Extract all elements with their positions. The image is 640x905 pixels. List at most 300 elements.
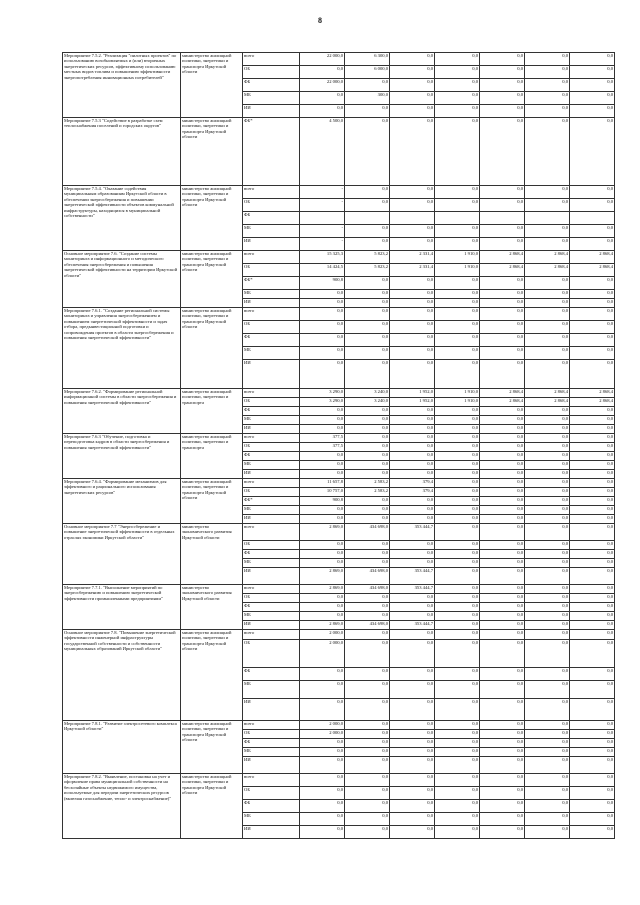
- amount-cell: 0,0: [525, 334, 570, 347]
- executor: министерство жилищной политики, энергетики и транспорта Иркутской области: [181, 721, 243, 774]
- amount-cell: 0,0: [570, 470, 615, 479]
- amount-cell: 0,0: [345, 308, 390, 321]
- amount-cell: 0,0: [345, 497, 390, 506]
- amount-cell: 0,0: [345, 299, 390, 308]
- amount-cell: 0,0: [300, 550, 345, 559]
- amount-cell: 0,0: [345, 360, 390, 389]
- funding-source: ФБ: [243, 212, 300, 225]
- amount-cell: 0,0: [525, 730, 570, 739]
- amount-cell: 0,0: [345, 813, 390, 826]
- amount-cell: 0,0: [390, 443, 435, 452]
- amount-cell: 0,0: [570, 640, 615, 668]
- amount-cell: 0,0: [345, 118, 390, 186]
- amount-cell: 0,0: [345, 681, 390, 699]
- amount-cell: 0,0: [570, 416, 615, 425]
- amount-cell: 0,0: [390, 730, 435, 739]
- amount-cell: 0,0: [300, 681, 345, 699]
- amount-cell: 0,0: [390, 757, 435, 774]
- amount-cell: 0,0: [390, 550, 435, 559]
- amount-cell: 0,0: [435, 434, 480, 443]
- amount-cell: 0,0: [435, 730, 480, 739]
- measure-name: Мероприятие 7.8.1. "Развитие электросетевого комплекса Иркутской области": [63, 721, 181, 774]
- amount-cell: 0,0: [300, 360, 345, 389]
- amount-cell: 434 698,0: [345, 585, 390, 594]
- funding-source: всего: [243, 251, 300, 264]
- amount-cell: 0,0: [300, 452, 345, 461]
- amount-cell: 0,0: [390, 594, 435, 603]
- amount-cell: 0,0: [480, 225, 525, 238]
- amount-cell: 0,0: [480, 568, 525, 585]
- amount-cell: 0,0: [390, 308, 435, 321]
- funding-source: ФБ: [243, 668, 300, 681]
- amount-cell: 0,0: [570, 452, 615, 461]
- funding-source: ИИ: [243, 360, 300, 389]
- amount-cell: 0,0: [525, 612, 570, 621]
- amount-cell: 0,0: [570, 225, 615, 238]
- funding-source: всего: [243, 308, 300, 321]
- amount-cell: 0,0: [435, 497, 480, 506]
- funding-source: ОБ: [243, 264, 300, 277]
- amount-cell: 0,0: [435, 585, 480, 594]
- amount-cell: 0,0: [435, 308, 480, 321]
- funding-source: МБ: [243, 290, 300, 299]
- amount-cell: 0,0: [345, 434, 390, 443]
- executor: министерство жилищной политики, энергетики и транспорта Иркутской области: [181, 118, 243, 186]
- amount-cell: 0,0: [435, 668, 480, 681]
- measure-name: Основное мероприятие 7.7 "Энергосбережение и повышение энергетической эффективности в отдельных отраслях экономики Иркутской области": [63, 524, 181, 585]
- amount-cell: 379,4: [390, 479, 435, 488]
- amount-cell: 0,0: [300, 461, 345, 470]
- amount-cell: 0,0: [300, 308, 345, 321]
- amount-cell: 2 331,4: [390, 251, 435, 264]
- amount-cell: 0,0: [525, 506, 570, 515]
- amount-cell: 2 868,4: [525, 251, 570, 264]
- amount-cell: 2 868,4: [525, 389, 570, 398]
- amount-cell: 0,0: [570, 425, 615, 434]
- executor: министерство жилищной политики, энергетики и транспорта Иркутской области: [181, 308, 243, 389]
- amount-cell: 0,0: [525, 524, 570, 541]
- amount-cell: 0,0: [390, 425, 435, 434]
- amount-cell: 1 910,0: [435, 398, 480, 407]
- amount-cell: -: [300, 225, 345, 238]
- executor: министерство жилищной политики, энергетики и транспорта Иркутской области: [181, 251, 243, 308]
- amount-cell: 0,0: [525, 434, 570, 443]
- amount-cell: 0,0: [300, 774, 345, 787]
- amount-cell: 0,0: [435, 541, 480, 550]
- amount-cell: 0,0: [525, 479, 570, 488]
- amount-cell: 0,0: [525, 748, 570, 757]
- amount-cell: 0,0: [480, 603, 525, 612]
- amount-cell: 0,0: [345, 826, 390, 839]
- table-row: [63, 118, 615, 186]
- amount-cell: 0,0: [525, 721, 570, 730]
- amount-cell: 0,0: [345, 594, 390, 603]
- amount-cell: 0,0: [300, 407, 345, 416]
- funding-source: ИИ: [243, 515, 300, 524]
- amount-cell: 0,0: [525, 515, 570, 524]
- amount-cell: 0,0: [345, 199, 390, 212]
- amount-cell: [525, 212, 570, 225]
- amount-cell: 0,0: [525, 559, 570, 568]
- amount-cell: 0,0: [570, 826, 615, 839]
- amount-cell: 0,0: [480, 612, 525, 621]
- amount-cell: 0,0: [435, 105, 480, 118]
- amount-cell: 0,0: [345, 721, 390, 730]
- amount-cell: 0,0: [525, 79, 570, 92]
- amount-cell: 0,0: [525, 699, 570, 721]
- amount-cell: 900,8: [300, 497, 345, 506]
- amount-cell: [300, 212, 345, 225]
- amount-cell: 0,0: [345, 425, 390, 434]
- funding-source: ФБ: [243, 800, 300, 813]
- amount-cell: 0,0: [570, 497, 615, 506]
- amount-cell: 0,0: [570, 347, 615, 360]
- amount-cell: 0,0: [525, 105, 570, 118]
- amount-cell: 434 698,0: [345, 621, 390, 630]
- amount-cell: 0,0: [345, 748, 390, 757]
- amount-cell: 0,0: [570, 461, 615, 470]
- amount-cell: 1 910,0: [435, 251, 480, 264]
- amount-cell: 0,0: [480, 515, 525, 524]
- amount-cell: 0,0: [300, 559, 345, 568]
- amount-cell: 434 698,0: [345, 524, 390, 541]
- table-row: [63, 308, 615, 321]
- amount-cell: 0,0: [435, 479, 480, 488]
- amount-cell: 2 583,2: [345, 488, 390, 497]
- funding-source: ФБ*: [243, 277, 300, 290]
- amount-cell: 0,0: [570, 813, 615, 826]
- amount-cell: 0,0: [435, 186, 480, 199]
- executor: министерство жилищной политики, энергетики и транспорта: [181, 389, 243, 434]
- amount-cell: 0,0: [570, 515, 615, 524]
- table-row: [63, 630, 615, 640]
- amount-cell: 0,0: [435, 826, 480, 839]
- amount-cell: 0,0: [480, 541, 525, 550]
- amount-cell: 0,0: [525, 118, 570, 186]
- amount-cell: 353 444,7: [390, 524, 435, 541]
- funding-source: ОБ: [243, 321, 300, 334]
- amount-cell: 0,0: [435, 470, 480, 479]
- amount-cell: 1 910,0: [435, 389, 480, 398]
- amount-cell: 0,0: [525, 452, 570, 461]
- amount-cell: 2 868,4: [570, 398, 615, 407]
- funding-source: всего: [243, 186, 300, 199]
- amount-cell: 0,0: [480, 434, 525, 443]
- amount-cell: 0,0: [435, 559, 480, 568]
- amount-cell: 0,0: [525, 550, 570, 559]
- executor: министерство жилищной политики, энергетики и транспорта Иркутской области: [181, 479, 243, 524]
- amount-cell: 0,0: [435, 800, 480, 813]
- amount-cell: 377,5: [300, 443, 345, 452]
- amount-cell: 0,0: [345, 290, 390, 299]
- funding-source: МБ: [243, 506, 300, 515]
- funding-source: ОБ: [243, 640, 300, 668]
- amount-cell: 0,0: [435, 594, 480, 603]
- amount-cell: 377,5: [300, 434, 345, 443]
- amount-cell: 0,0: [435, 299, 480, 308]
- amount-cell: 0,0: [390, 668, 435, 681]
- funding-source: ИИ: [243, 238, 300, 251]
- amount-cell: 0,0: [435, 813, 480, 826]
- amount-cell: 0,0: [345, 699, 390, 721]
- amount-cell: 0,0: [570, 721, 615, 730]
- amount-cell: 0,0: [570, 594, 615, 603]
- funding-source: ИИ: [243, 757, 300, 774]
- amount-cell: 0,0: [480, 550, 525, 559]
- amount-cell: 0,0: [480, 79, 525, 92]
- amount-cell: 0,0: [525, 92, 570, 105]
- amount-cell: 0,0: [390, 347, 435, 360]
- amount-cell: 0,0: [525, 416, 570, 425]
- amount-cell: 0,0: [480, 321, 525, 334]
- amount-cell: 379,4: [390, 488, 435, 497]
- amount-cell: 0,0: [480, 559, 525, 568]
- amount-cell: 0,0: [525, 488, 570, 497]
- amount-cell: 0,0: [435, 787, 480, 800]
- amount-cell: 0,0: [480, 730, 525, 739]
- amount-cell: 0,0: [480, 461, 525, 470]
- funding-source: ИИ: [243, 470, 300, 479]
- amount-cell: 22 000,0: [300, 79, 345, 92]
- measure-name: Мероприятие 7.5.3 "Содействие в разработке схем теплоснабжения поселений и городских округов": [63, 118, 181, 186]
- funding-source: ОБ: [243, 730, 300, 739]
- amount-cell: 0,0: [300, 757, 345, 774]
- amount-cell: 0,0: [390, 118, 435, 186]
- amount-cell: 0,0: [570, 479, 615, 488]
- amount-cell: 3 290,0: [300, 389, 345, 398]
- amount-cell: 0,0: [525, 621, 570, 630]
- amount-cell: 0,0: [480, 92, 525, 105]
- amount-cell: 0,0: [480, 787, 525, 800]
- amount-cell: 2 869,0: [300, 524, 345, 541]
- amount-cell: 0,0: [525, 594, 570, 603]
- amount-cell: 0,0: [525, 321, 570, 334]
- amount-cell: 0,0: [480, 524, 525, 541]
- amount-cell: 0,0: [300, 425, 345, 434]
- funding-source: ФБ: [243, 334, 300, 347]
- amount-cell: 0,0: [345, 79, 390, 92]
- amount-cell: 900,8: [300, 277, 345, 290]
- amount-cell: 0,0: [390, 774, 435, 787]
- amount-cell: 0,0: [300, 66, 345, 79]
- amount-cell: 0,0: [435, 630, 480, 640]
- table-row: [63, 721, 615, 730]
- table-row: [63, 434, 615, 443]
- amount-cell: 0,0: [525, 347, 570, 360]
- funding-source: ФБ: [243, 407, 300, 416]
- amount-cell: 0,0: [525, 497, 570, 506]
- funding-source: ОБ: [243, 443, 300, 452]
- funding-source: ФБ: [243, 550, 300, 559]
- amount-cell: 0,0: [570, 321, 615, 334]
- funding-source: ОБ: [243, 594, 300, 603]
- budget-table: [62, 52, 615, 839]
- amount-cell: 0,0: [345, 541, 390, 550]
- amount-cell: 0,0: [300, 506, 345, 515]
- amount-cell: 0,0: [525, 425, 570, 434]
- executor: министерство жилищной политики, энергетики и транспорта Иркутской области: [181, 53, 243, 118]
- amount-cell: 0,0: [570, 79, 615, 92]
- measure-name: Мероприятие 7.5.2. "Реализация "пилотных проектов" по использованию возобновляемых и (или) вторичных энергетических ресурсов, эффективному использованию местных видов топлива и повышению эффективности энергопотребления инновационных потребителей": [63, 53, 181, 118]
- amount-cell: 0,0: [480, 721, 525, 730]
- funding-source: ИИ: [243, 105, 300, 118]
- amount-cell: 2 868,4: [525, 398, 570, 407]
- amount-cell: 0,0: [345, 757, 390, 774]
- measure-name: Мероприятие 7.5.4. "Оказание содействия муниципальным образованиям Иркутской области в обеспечении энергосбережения и повышении энергетической эффективности объектов коммунальной инфраструктуры, находящихся в муниципальной собственности": [63, 186, 181, 251]
- amount-cell: 0,0: [345, 730, 390, 739]
- amount-cell: 0,0: [570, 774, 615, 787]
- amount-cell: 2 868,4: [480, 389, 525, 398]
- measure-name: Основное мероприятие 7.8. "Повышение энергетической эффективности инженерной инфраструктуры государственной собственности и собственности муниципальных образований Иркутской области": [63, 630, 181, 721]
- funding-source: ОБ: [243, 488, 300, 497]
- amount-cell: 0,0: [345, 640, 390, 668]
- amount-cell: 0,0: [525, 53, 570, 66]
- amount-cell: 0,0: [525, 443, 570, 452]
- funding-source: ФБ*: [243, 497, 300, 506]
- amount-cell: 0,0: [390, 506, 435, 515]
- amount-cell: 0,0: [525, 407, 570, 416]
- amount-cell: 0,0: [300, 290, 345, 299]
- funding-source: ОБ: [243, 398, 300, 407]
- amount-cell: 0,0: [390, 290, 435, 299]
- amount-cell: 0,0: [480, 118, 525, 186]
- amount-cell: 0,0: [300, 787, 345, 800]
- amount-cell: 0,0: [525, 360, 570, 389]
- amount-cell: 0,0: [480, 238, 525, 251]
- amount-cell: 0,0: [300, 748, 345, 757]
- amount-cell: 0,0: [435, 681, 480, 699]
- amount-cell: 0,0: [525, 238, 570, 251]
- amount-cell: 0,0: [345, 347, 390, 360]
- amount-cell: 0,0: [390, 515, 435, 524]
- amount-cell: 0,0: [345, 550, 390, 559]
- amount-cell: 0,0: [480, 186, 525, 199]
- amount-cell: 0,0: [345, 334, 390, 347]
- amount-cell: 0,0: [390, 800, 435, 813]
- amount-cell: 5 823,2: [345, 264, 390, 277]
- funding-source: всего: [243, 434, 300, 443]
- amount-cell: 0,0: [345, 470, 390, 479]
- amount-cell: 3 240,0: [345, 389, 390, 398]
- amount-cell: 0,0: [525, 630, 570, 640]
- table-row: [63, 53, 615, 66]
- amount-cell: 0,0: [525, 290, 570, 299]
- amount-cell: 0,0: [345, 774, 390, 787]
- amount-cell: 0,0: [570, 681, 615, 699]
- amount-cell: 0,0: [300, 105, 345, 118]
- amount-cell: 0,0: [390, 470, 435, 479]
- executor: министерство жилищной политики, энергетики и транспорта Иркутской области: [181, 186, 243, 251]
- executor: министерство экономического развития Иркутской области: [181, 524, 243, 585]
- funding-source: всего: [243, 721, 300, 730]
- amount-cell: 2 868,4: [570, 264, 615, 277]
- amount-cell: 0,0: [570, 334, 615, 347]
- amount-cell: 0,0: [570, 541, 615, 550]
- amount-cell: 0,0: [390, 299, 435, 308]
- amount-cell: 0,0: [525, 308, 570, 321]
- amount-cell: 0,0: [480, 105, 525, 118]
- amount-cell: 0,0: [570, 739, 615, 748]
- funding-source: всего: [243, 53, 300, 66]
- amount-cell: 0,0: [480, 199, 525, 212]
- amount-cell: 0,0: [345, 506, 390, 515]
- funding-source: МБ: [243, 225, 300, 238]
- amount-cell: 353 444,7: [390, 585, 435, 594]
- amount-cell: 0,0: [570, 550, 615, 559]
- amount-cell: [570, 212, 615, 225]
- amount-cell: 3 290,0: [300, 398, 345, 407]
- funding-source: ИИ: [243, 568, 300, 585]
- amount-cell: 0,0: [390, 416, 435, 425]
- amount-cell: 0,0: [345, 739, 390, 748]
- amount-cell: 0,0: [300, 800, 345, 813]
- amount-cell: -: [300, 238, 345, 251]
- amount-cell: 2 868,4: [570, 251, 615, 264]
- amount-cell: 0,0: [435, 290, 480, 299]
- amount-cell: 0,0: [345, 238, 390, 251]
- amount-cell: 0,0: [300, 603, 345, 612]
- amount-cell: 0,0: [435, 118, 480, 186]
- amount-cell: 2 331,4: [390, 264, 435, 277]
- amount-cell: 0,0: [300, 739, 345, 748]
- amount-cell: 0,0: [570, 524, 615, 541]
- table-row: [63, 186, 615, 199]
- amount-cell: 0,0: [570, 488, 615, 497]
- amount-cell: 2 869,0: [300, 568, 345, 585]
- funding-source: ФБ: [243, 603, 300, 612]
- amount-cell: 0,0: [300, 299, 345, 308]
- amount-cell: 0,0: [480, 699, 525, 721]
- amount-cell: 0,0: [390, 277, 435, 290]
- executor: министерство жилищной политики, энергетики и транспорта Иркутской области: [181, 774, 243, 839]
- amount-cell: 11 657,8: [300, 479, 345, 488]
- amount-cell: 2 868,4: [570, 389, 615, 398]
- funding-source: ОБ: [243, 541, 300, 550]
- amount-cell: 0,0: [435, 92, 480, 105]
- amount-cell: 0,0: [480, 360, 525, 389]
- amount-cell: 0,0: [480, 416, 525, 425]
- amount-cell: 0,0: [480, 308, 525, 321]
- amount-cell: 0,0: [570, 630, 615, 640]
- amount-cell: 0,0: [570, 757, 615, 774]
- amount-cell: 0,0: [570, 434, 615, 443]
- measure-name: Мероприятие 7.8.2. "Выявление, постановка на учет и оформление права муниципальной собственности на бесхозяйные объекты недвижимого имущества, используемые для передачи энергетических ресурсов (включая газоснабжение, тепло- и электроснабжение)": [63, 774, 181, 839]
- amount-cell: 0,0: [345, 668, 390, 681]
- amount-cell: 0,0: [435, 721, 480, 730]
- funding-source: всего: [243, 774, 300, 787]
- amount-cell: 0,0: [390, 541, 435, 550]
- amount-cell: 0,0: [300, 668, 345, 681]
- amount-cell: 0,0: [525, 668, 570, 681]
- amount-cell: 2 868,4: [480, 398, 525, 407]
- amount-cell: 0,0: [390, 238, 435, 251]
- amount-cell: 0,0: [480, 630, 525, 640]
- amount-cell: 0,0: [480, 585, 525, 594]
- measure-name: Мероприятие 7.6.2. "Формирование региональной информационной системы в области энергосбережения и повышения энергетической эффективности": [63, 389, 181, 434]
- amount-cell: 0,0: [525, 199, 570, 212]
- amount-cell: 0,0: [480, 290, 525, 299]
- amount-cell: 353 444,7: [390, 621, 435, 630]
- amount-cell: 0,0: [390, 186, 435, 199]
- amount-cell: 0,0: [570, 621, 615, 630]
- funding-source: МБ: [243, 461, 300, 470]
- amount-cell: 0,0: [480, 443, 525, 452]
- amount-cell: 0,0: [390, 53, 435, 66]
- amount-cell: 0,0: [390, 497, 435, 506]
- amount-cell: [345, 212, 390, 225]
- amount-cell: 0,0: [435, 568, 480, 585]
- amount-cell: 0,0: [300, 92, 345, 105]
